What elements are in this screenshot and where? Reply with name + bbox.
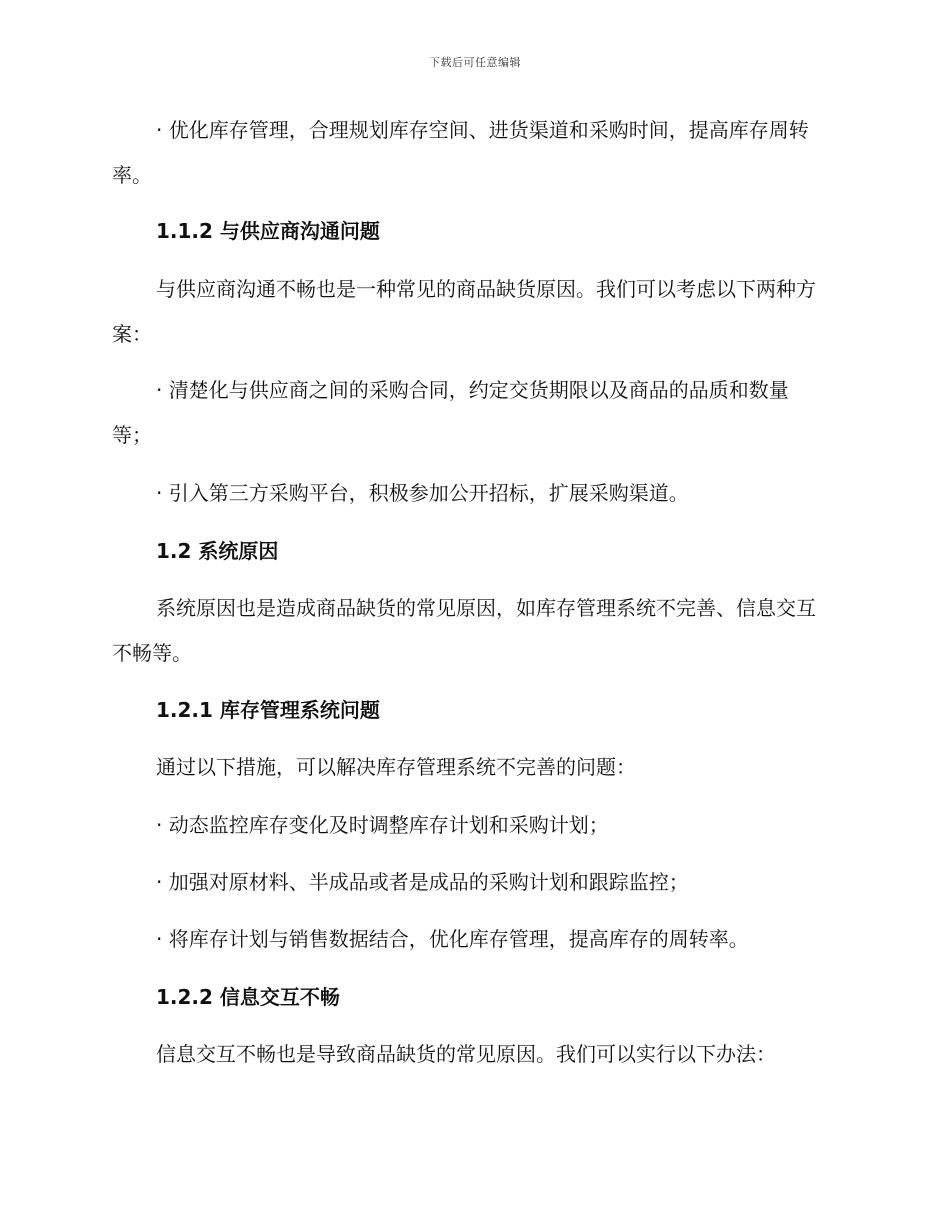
paragraph: 通过以下措施，可以解决库存管理系统不完善的问题： xyxy=(156,755,636,779)
section-heading: 1.1.2 与供应商沟通问题 xyxy=(156,219,380,243)
bullet-paragraph: · 将库存计划与销售数据结合，优化库存管理，提高库存的周转率。 xyxy=(156,927,749,951)
section-heading: 1.2 系统原因 xyxy=(156,539,279,563)
bullet-paragraph: · 加强对原材料、半成品或者是成品的采购计划和跟踪监控； xyxy=(156,870,689,894)
section-heading: 1.2.2 信息交互不畅 xyxy=(156,985,340,1009)
paragraph: 与供应商沟通不畅也是一种常见的商品缺货原因。我们可以考虑以下两种方案： xyxy=(112,277,816,346)
page-header: 下载后可任意编辑 xyxy=(429,56,521,69)
bullet-paragraph: · 引入第三方采购平台，积极参加公开招标，扩展采购渠道。 xyxy=(156,481,689,505)
bullet-paragraph: · 优化库存管理，合理规划库存空间、进货渠道和采购时间，提高库存周转率。 xyxy=(112,118,809,187)
paragraph: 信息交互不畅也是导致商品缺货的常见原因。我们可以实行以下办法： xyxy=(156,1042,776,1066)
paragraph: 系统原因也是造成商品缺货的常见原因，如库存管理系统不完善、信息交互不畅等。 xyxy=(112,596,816,665)
section-heading: 1.2.1 库存管理系统问题 xyxy=(156,698,380,722)
bullet-paragraph: · 清楚化与供应商之间的采购合同，约定交货期限以及商品的品质和数量等； xyxy=(112,378,789,447)
bullet-paragraph: · 动态监控库存变化及时调整库存计划和采购计划； xyxy=(156,813,609,837)
